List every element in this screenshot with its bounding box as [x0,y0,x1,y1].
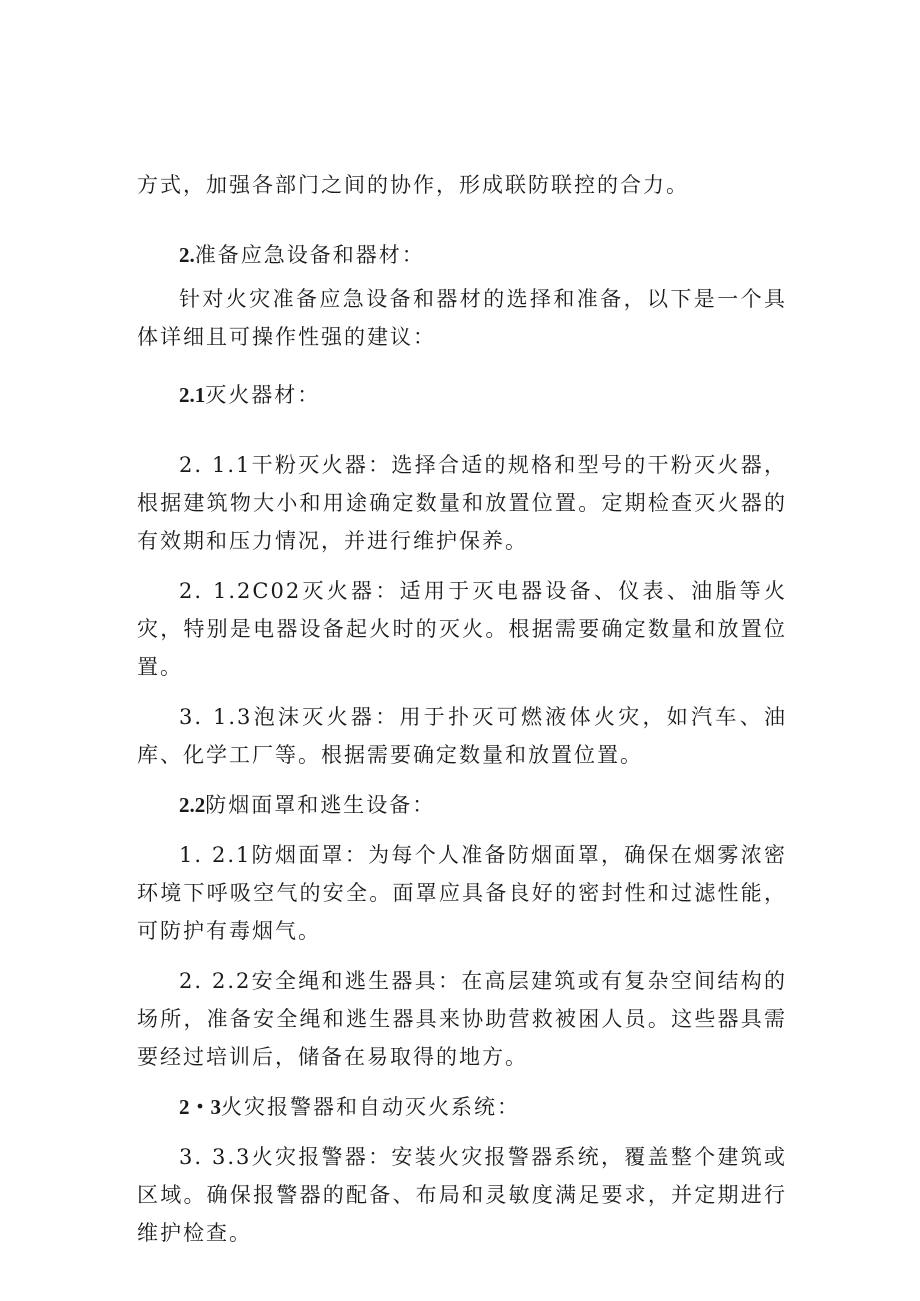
paragraph-fire-alarm: 3. 3.3火灾报警器：安装火灾报警器系统，覆盖整个建筑或区域。确保报警器的配备、布局和灵敏度满足要求，并定期进行维护检查。 [137,1145,787,1245]
paragraph-safety-rope: 2. 2.2安全绳和逃生器具：在高层建筑或有复杂空间结构的场所，准备安全绳和逃生器具来协助营救被困人员。这些器具需要经过培训后，储备在易取得的地方。 [137,969,787,1069]
paragraph-intro: 针对火灾准备应急设备和器材的选择和准备，以下是一个具体详细且可操作性强的建议： [137,287,787,349]
subsection-heading-2-2 [137,786,787,824]
subsection-heading-2-1 [137,376,787,414]
subsection-heading-2-3 [137,1088,787,1126]
paragraph-continuation: 方式，加强各部门之间的协作，形成联防联控的合力。 [137,173,689,197]
section-title: 火灾报警器和自动灭火系统： [221,1095,520,1119]
section-title: 灭火器材： [205,383,321,407]
section-title: 防烟面罩和逃生设备： [205,793,436,817]
paragraph-co2-extinguisher: 2. 1.2C02灭火器：适用于灭电器设备、仪表、油脂等火灾，特别是电器设备起火时的灭火。根据需要确定数量和放置位置。 [137,579,787,679]
document-body [137,166,787,1252]
section-number: 2・3 [179,1095,221,1119]
section-number: 2. [179,243,195,267]
section-heading-2 [137,236,787,274]
section-title: 准备应急设备和器材： [194,243,425,267]
section-number: 2.2 [179,793,206,817]
section-number: 2.1 [179,383,206,407]
paragraph-dry-powder-extinguisher: 2. 1.1干粉灭火器：选择合适的规格和型号的干粉灭火器，根据建筑物大小和用途确定数量和放置位置。定期检查灭火器的有效期和压力情况，并进行维护保养。 [137,453,787,553]
paragraph-smoke-mask: 1. 2.1防烟面罩：为每个人准备防烟面罩，确保在烟雾浓密环境下呼吸空气的安全。面罩应具备良好的密封性和过滤性能，可防护有毒烟气。 [137,843,787,943]
paragraph-foam-extinguisher: 3. 1.3泡沫灭火器：用于扑灭可燃液体火灾，如汽车、油库、化学工厂等。根据需要确定数量和放置位置。 [137,705,787,767]
